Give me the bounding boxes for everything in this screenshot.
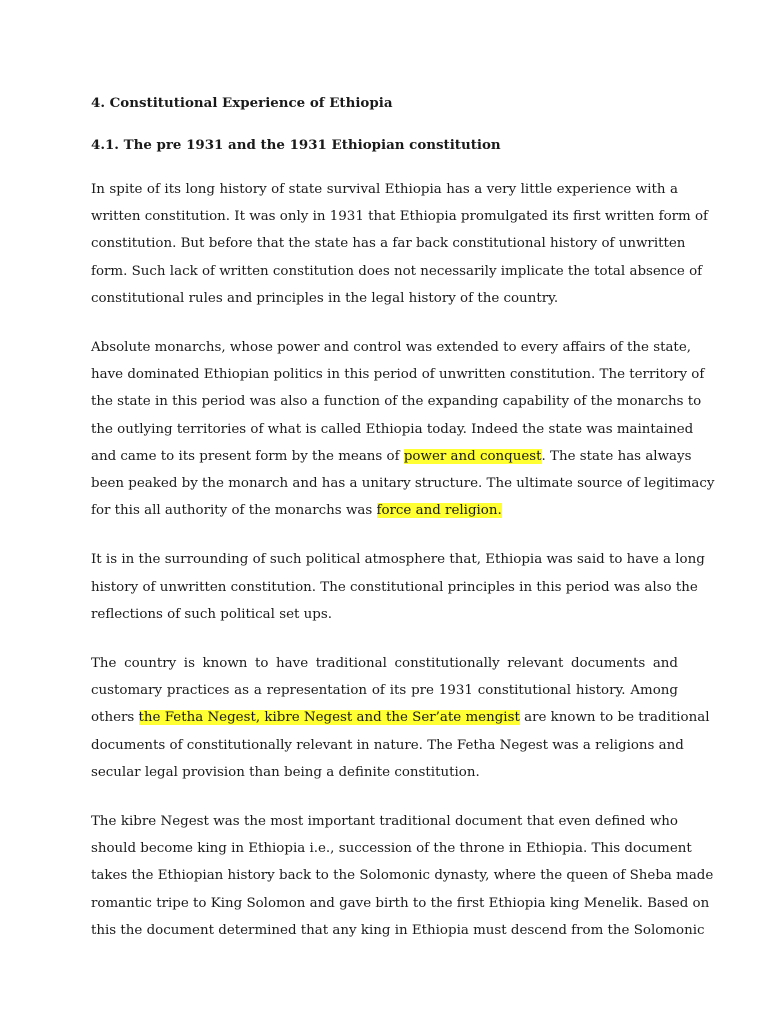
text-line: should become king in Ethiopia i.e., succession of the throne in Ethiopia. This document xyxy=(91,841,692,857)
paragraph-2 xyxy=(91,334,715,524)
paragraph-5 xyxy=(91,808,714,944)
text-line: form. Such lack of written constitution does not necessarily implicate the total absence of xyxy=(91,263,703,279)
text-segment: others xyxy=(91,710,139,726)
highlighted-text: power and conquest xyxy=(403,448,542,464)
document-page xyxy=(91,90,715,966)
text-line: It is in the surrounding of such political atmosphere that, Ethiopia was said to have a long xyxy=(91,552,705,568)
text-line: Absolute monarchs, whose power and control was extended to every affairs of the state, xyxy=(91,340,691,356)
text-line xyxy=(91,497,678,524)
text-line xyxy=(91,443,692,470)
text-line: reflections of such political set ups. xyxy=(91,606,332,622)
text-line: constitutional rules and principles in the legal history of the country. xyxy=(91,290,559,306)
text-line: the state in this period was also a function of the expanding capability of the monarchs to xyxy=(91,394,702,410)
text-line: secular legal provision than being a definite constitution. xyxy=(91,764,480,780)
text-line: takes the Ethiopian history back to the Solomonic dynasty, where the queen of Sheba made xyxy=(91,868,714,884)
text-line: written constitution. It was only in 1931 that Ethiopia promulgated its first written form of xyxy=(91,209,709,225)
text-line: been peaked by the monarch and has a unitary structure. The ultimate source of legitimacy xyxy=(91,476,715,492)
text-line: The country is known to have traditional constitutionally relevant documents and xyxy=(91,656,678,672)
paragraph-4 xyxy=(91,650,710,786)
text-line: the outlying territories of what is called Ethiopia today. Indeed the state was maintained xyxy=(91,421,694,437)
text-segment: . The state has always xyxy=(541,448,692,464)
text-line: customary practices as a representation of its pre 1931 constitutional history. Among xyxy=(91,683,678,699)
highlighted-text: the Fetha Negest, kibre Negest and the Ser’ate mengist xyxy=(138,710,520,726)
highlighted-text: force and religion. xyxy=(376,503,502,519)
text-line: In spite of its long history of state survival Ethiopia has a very little experience with a xyxy=(91,182,678,197)
subsection-heading: 4.1. The pre 1931 and the 1931 Ethiopian constitution xyxy=(91,137,501,153)
text-line: this the document determined that any king in Ethiopia must descend from the Solomonic xyxy=(91,922,705,938)
text-line: history of unwritten constitution. The constitutional principles in this period was also the xyxy=(91,579,698,595)
text-line: The kibre Negest was the most important traditional document that even defined who xyxy=(91,814,678,830)
text-segment: are known to be traditional xyxy=(519,710,710,726)
text-line: documents of constitutionally relevant in nature. The Fetha Negest was a religions and xyxy=(91,737,684,753)
text-line: romantic tripe to King Solomon and gave birth to the first Ethiopia king Menelik. Based on xyxy=(91,895,710,911)
paragraph-1 xyxy=(91,176,709,312)
text-line: have dominated Ethiopian politics in this period of unwritten constitution. The territory of xyxy=(91,367,705,383)
paragraph-3 xyxy=(91,546,705,628)
text-segment: for this all authority of the monarchs was xyxy=(91,503,377,519)
text-line xyxy=(91,704,710,731)
text-line: constitution. But before that the state has a far back constitutional history of unwritten xyxy=(91,236,686,252)
section-heading: 4. Constitutional Experience of Ethiopia xyxy=(91,95,393,111)
text-segment: and came to its present form by the means of xyxy=(91,448,404,464)
